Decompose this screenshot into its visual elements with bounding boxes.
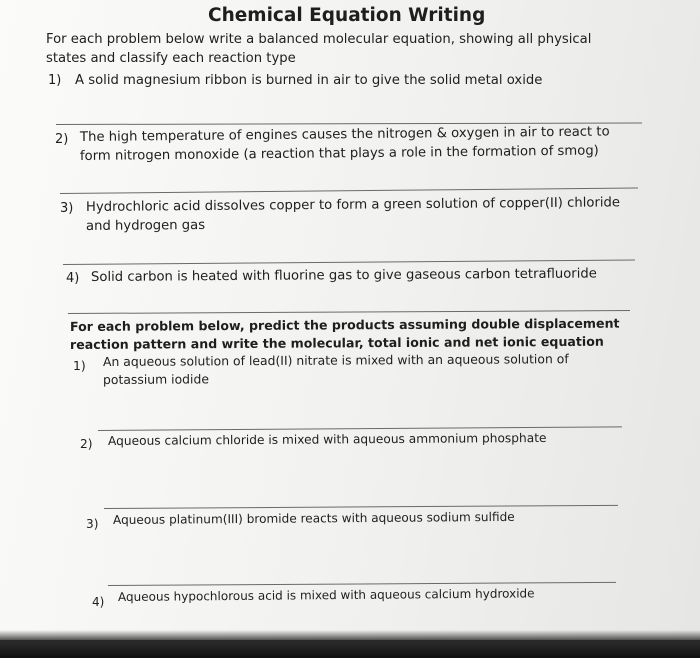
answer-line bbox=[104, 505, 618, 509]
s2-problem-1-number: 1) bbox=[73, 358, 86, 373]
photo-shadow bbox=[0, 630, 700, 658]
s1-problem-2-number: 2) bbox=[55, 132, 69, 147]
s1-problem-2-text-line2: form nitrogen monoxide (a reaction that plays a role in the formation of smog) bbox=[79, 143, 599, 164]
s1-problem-4-text: Solid carbon is heated with fluorine gas to give gaseous carbon tetrafluoride bbox=[90, 266, 597, 285]
section2-instructions-line1: For each problem below, predict the products assuming double displacement bbox=[69, 315, 620, 334]
s1-problem-3-number: 3) bbox=[60, 201, 74, 216]
s1-problem-3-text-line1: Hydrochloric acid dissolves copper to form a green solution of copper(II) chloride bbox=[85, 195, 621, 215]
s2-problem-4-text: Aqueous hypochlorous acid is mixed with aqueous calcium hydroxide bbox=[117, 586, 535, 604]
s2-problem-1-text-line2: potassium iodide bbox=[102, 371, 209, 387]
s1-problem-1-text: A solid magnesium ribbon is burned in air to give the solid metal oxide bbox=[75, 73, 543, 88]
s1-problem-2-text-line1: The high temperature of engines causes the nitrogen & oxygen in air to react to bbox=[79, 124, 610, 145]
s1-problem-1-number: 1) bbox=[48, 73, 62, 88]
s2-problem-2-text: Aqueous calcium chloride is mixed with aqueous ammonium phosphate bbox=[107, 430, 547, 448]
answer-line bbox=[63, 260, 635, 265]
s1-problem-3-text-line2: and hydrogen gas bbox=[85, 217, 206, 234]
answer-line bbox=[108, 582, 616, 586]
s2-problem-3-number: 3) bbox=[86, 517, 99, 531]
s1-problem-4-number: 4) bbox=[66, 271, 80, 286]
answer-line bbox=[68, 310, 630, 314]
section2-instructions-line2: reaction pattern and write the molecular, total ionic and net ionic equation bbox=[69, 333, 604, 352]
answer-line bbox=[60, 187, 638, 194]
s2-problem-3-text: Aqueous platinum(III) bromide reacts with aqueous sodium sulfide bbox=[112, 509, 515, 527]
section1-instructions-line1: For each problem below write a balanced molecular equation, showing all physical bbox=[46, 32, 592, 47]
page-title: Chemical Equation Writing bbox=[208, 5, 486, 26]
s2-problem-4-number: 4) bbox=[92, 595, 105, 609]
s2-problem-1-text-line1: An aqueous solution of lead(II) nitrate is mixed with an aqueous solution of bbox=[102, 351, 569, 369]
s2-problem-2-number: 2) bbox=[80, 437, 93, 451]
section1-instructions-line2: states and classify each reaction type bbox=[46, 51, 296, 66]
